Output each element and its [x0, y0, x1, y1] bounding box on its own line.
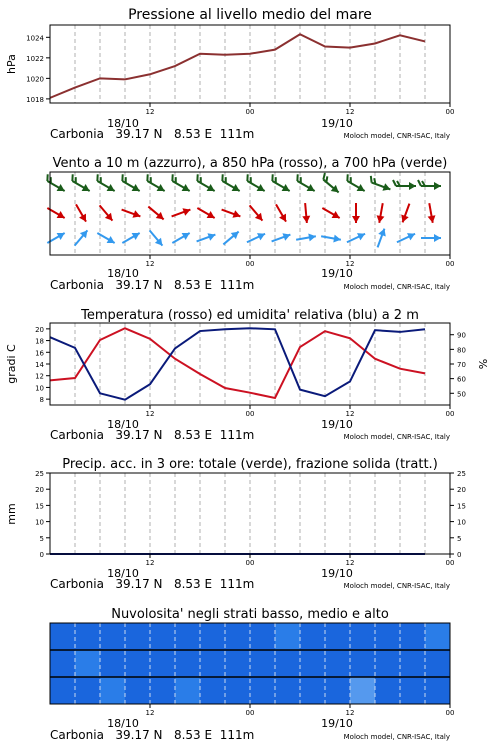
y-tick-label-3: 1024 — [26, 34, 44, 43]
wind-head — [407, 230, 417, 240]
wind-arrow-0-7 — [218, 174, 243, 194]
cloud-cell-1-6 — [200, 650, 225, 677]
y-tick-label-1: 10 — [35, 384, 44, 393]
y-tick-label-3: 15 — [35, 502, 44, 511]
wind-arrow-1-3 — [120, 206, 142, 220]
wind-arrow-1-13 — [375, 202, 386, 223]
wind-head — [132, 184, 142, 194]
wind-arrow-0-1 — [68, 174, 93, 194]
wind-arrow-0-14 — [393, 180, 416, 190]
y-tick-label-3: 15 — [457, 502, 466, 511]
wind-arrow-1-15 — [425, 202, 436, 223]
cloud-cell-0-15 — [425, 623, 450, 650]
y-tick-label-2: 70 — [457, 361, 466, 369]
wind-head — [207, 211, 217, 221]
wind-arrow-1-5 — [170, 206, 192, 220]
y-tick-label-2: 10 — [35, 518, 44, 527]
wind-arrow-1-0 — [45, 205, 66, 222]
precip-y-ticks — [35, 470, 50, 559]
cloud-cell-1-2 — [100, 650, 125, 677]
cloud-cell-0-11 — [325, 623, 350, 650]
wind-arrow-2-14 — [395, 230, 417, 246]
wind-head — [332, 211, 342, 221]
wind-head — [182, 230, 192, 240]
precip-date-2: 19/10 — [321, 567, 353, 580]
wind-arrow-2-0 — [45, 230, 66, 247]
wind-head — [207, 184, 217, 194]
wind-arrow-0-2 — [93, 174, 118, 194]
cloud-cell-0-2 — [100, 623, 125, 650]
wind-head — [232, 184, 242, 194]
cloud-cell-2-4 — [150, 677, 175, 704]
pressure-x-ticks — [146, 103, 455, 116]
cloud-cell-0-6 — [200, 623, 225, 650]
wind-arrow-2-10 — [295, 232, 316, 243]
x-tick-label-3: 00 — [445, 260, 455, 268]
wind-arrow-2-2 — [95, 230, 116, 247]
wind-arrows — [43, 173, 441, 249]
wind-arrow-0-15 — [418, 180, 441, 190]
wind-head — [132, 230, 142, 240]
wind-head — [382, 183, 391, 193]
y-tick-label-5: 18 — [35, 337, 44, 346]
y-tick-label-4: 90 — [457, 331, 466, 340]
wind-arrow-2-12 — [345, 230, 367, 246]
pressure-credit: Moloch model, CNR-ISAC, Italy — [343, 132, 450, 140]
pressure-location: Carbonia 39.17 N 8.53 E 111m — [50, 127, 255, 141]
cloud-cell-2-5 — [175, 677, 200, 704]
y-tick-label-1: 5 — [39, 534, 44, 543]
cloud-cell-1-14 — [400, 650, 425, 677]
wind-barb — [418, 180, 421, 186]
temperature-location: Carbonia 39.17 N 8.53 E 111m — [50, 428, 255, 442]
y-tick-label-4: 20 — [35, 486, 44, 495]
wind-date-1: 18/10 — [107, 267, 139, 280]
cloud-cell-0-10 — [300, 623, 325, 650]
cloud-cell-1-1 — [75, 650, 100, 677]
wind-head — [357, 230, 367, 240]
wind-arrow-0-6 — [193, 174, 218, 194]
cloud-cell-0-8 — [250, 623, 275, 650]
wind-credit: Moloch model, CNR-ISAC, Italy — [343, 283, 450, 291]
cloud-cell-1-0 — [50, 650, 75, 677]
cloud-cell-2-7 — [225, 677, 250, 704]
cloud-cells — [50, 623, 450, 704]
cloud-cell-0-12 — [350, 623, 375, 650]
precip-ylabel: mm — [5, 503, 18, 525]
wind-arrow-2-4 — [147, 228, 166, 248]
cloud-cell-2-15 — [425, 677, 450, 704]
y-tick-label-1: 1020 — [26, 75, 44, 84]
cloud-cell-1-9 — [275, 650, 300, 677]
wind-head — [307, 184, 317, 194]
precip-y-ticks-right — [450, 470, 466, 559]
wind-arrow-2-9 — [270, 231, 292, 245]
cloud-x-ticks — [146, 704, 455, 717]
pressure-panel — [5, 7, 454, 141]
y-tick-label-1: 60 — [457, 375, 466, 384]
wind-title: Vento a 10 m (azzurro), a 850 hPa (rosso), a 700 hPa (verde) — [52, 156, 448, 171]
precip-date-1: 18/10 — [107, 567, 139, 580]
temperature-y-ticks — [35, 326, 50, 404]
wind-arrow-0-5 — [168, 174, 193, 194]
x-tick-label-2: 12 — [345, 260, 355, 268]
cloud-cell-0-1 — [75, 623, 100, 650]
cloud-cell-2-1 — [75, 677, 100, 704]
y-tick-label-3: 80 — [457, 346, 466, 355]
wind-arrow-0-9 — [268, 174, 293, 194]
wind-date-2: 19/10 — [321, 267, 353, 280]
wind-head — [157, 184, 167, 194]
precip-frame — [50, 473, 450, 554]
y-tick-label-5: 25 — [457, 470, 466, 478]
wind-head — [378, 227, 388, 236]
wind-arrow-0-0 — [43, 174, 68, 194]
y-tick-label-1: 5 — [457, 534, 462, 543]
x-tick-label-1: 00 — [245, 410, 255, 418]
wind-head — [352, 216, 360, 223]
wind-head — [232, 210, 241, 220]
cloud-cell-1-8 — [250, 650, 275, 677]
wind-arrow-1-11 — [320, 205, 341, 222]
wind-barb — [369, 176, 374, 183]
wind-head — [279, 214, 289, 224]
wind-arrow-2-6 — [195, 231, 217, 245]
wind-arrow-2-8 — [245, 230, 267, 246]
precip-credit: Moloch model, CNR-ISAC, Italy — [343, 582, 450, 590]
cloud-cell-1-12 — [350, 650, 375, 677]
wind-arrow-2-5 — [170, 230, 191, 247]
y-tick-label-0: 50 — [457, 390, 466, 399]
temperature-date-2: 19/10 — [321, 418, 353, 431]
wind-head — [82, 184, 92, 194]
cloud-cell-0-4 — [150, 623, 175, 650]
wind-head — [434, 182, 441, 190]
cloud-cell-2-13 — [375, 677, 400, 704]
cloud-cell-1-3 — [125, 650, 150, 677]
x-tick-label-0: 12 — [145, 108, 155, 116]
temperature-ylabel: gradi C — [5, 344, 18, 384]
y-tick-label-6: 20 — [35, 325, 44, 334]
temperature-credit: Moloch model, CNR-ISAC, Italy — [343, 433, 450, 441]
wind-head — [357, 184, 367, 194]
temperature-x-ticks — [146, 405, 455, 418]
cloud-date-2: 19/10 — [321, 717, 353, 730]
cloud-cell-2-3 — [125, 677, 150, 704]
wind-head — [434, 234, 441, 242]
cloud-cell-0-5 — [175, 623, 200, 650]
wind-head — [57, 184, 67, 194]
cloud-cell-1-15 — [425, 650, 450, 677]
cloud-cell-1-5 — [175, 650, 200, 677]
wind-head — [57, 211, 67, 221]
x-tick-label-0: 12 — [145, 260, 155, 268]
wind-arrow-2-3 — [120, 230, 141, 247]
wind-arrow-2-1 — [72, 228, 91, 248]
cloud-cell-0-14 — [400, 623, 425, 650]
wind-arrow-2-13 — [374, 227, 388, 249]
cloud-cell-2-11 — [325, 677, 350, 704]
wind-head — [207, 231, 216, 241]
wind-arrow-1-9 — [273, 202, 290, 223]
precip-title: Precip. acc. in 3 ore: totale (verde), frazione solida (tratt.) — [62, 457, 438, 472]
y-tick-label-0: 8 — [39, 396, 44, 405]
y-tick-label-4: 16 — [35, 349, 44, 358]
cloud-cell-2-0 — [50, 677, 75, 704]
cloud-cell-1-4 — [150, 650, 175, 677]
wind-arrow-2-7 — [221, 229, 241, 248]
y-tick-label-3: 14 — [35, 361, 44, 369]
precip-location: Carbonia 39.17 N 8.53 E 111m — [50, 577, 255, 591]
x-tick-label-0: 12 — [145, 410, 155, 418]
x-tick-label-1: 00 — [245, 709, 255, 717]
cloud-cell-2-14 — [400, 677, 425, 704]
cloud-cell-2-12 — [350, 677, 375, 704]
wind-head — [257, 184, 267, 194]
wind-arrow-0-11 — [318, 173, 342, 195]
pressure-series — [50, 34, 425, 98]
cloud-cell-1-10 — [300, 650, 325, 677]
x-tick-label-0: 12 — [145, 559, 155, 567]
x-tick-label-1: 00 — [245, 260, 255, 268]
x-tick-label-2: 12 — [345, 410, 355, 418]
wind-head — [107, 236, 117, 246]
temperature-line — [50, 328, 425, 398]
pressure-line — [50, 34, 425, 98]
y-tick-label-0: 0 — [457, 551, 462, 559]
wind-arrow-0-8 — [243, 174, 268, 194]
cloud-cell-2-2 — [100, 677, 125, 704]
y-tick-label-4: 20 — [457, 486, 466, 495]
cloud-cell-0-13 — [375, 623, 400, 650]
wind-panel — [43, 156, 455, 292]
wind-head — [79, 214, 89, 224]
cloud-cell-2-10 — [300, 677, 325, 704]
wind-arrow-2-11 — [320, 232, 341, 243]
cloud-cell-1-7 — [225, 650, 250, 677]
temperature-date-1: 18/10 — [107, 418, 139, 431]
cloud-cell-2-8 — [250, 677, 275, 704]
x-tick-label-0: 12 — [145, 709, 155, 717]
precip-panel — [5, 457, 466, 591]
wind-arrow-0-10 — [293, 174, 318, 194]
temperature-panel — [5, 308, 490, 442]
wind-head — [409, 182, 416, 190]
wind-head — [282, 231, 291, 241]
y-tick-label-0: 0 — [39, 551, 44, 559]
x-tick-label-3: 00 — [445, 709, 455, 717]
cloud-date-1: 18/10 — [107, 717, 139, 730]
wind-barb — [393, 180, 396, 186]
wind-arrow-0-3 — [118, 174, 143, 194]
y-tick-label-2: 1022 — [26, 54, 44, 63]
cloud-cell-1-13 — [375, 650, 400, 677]
humidity-line — [50, 328, 425, 399]
pressure-date-2: 19/10 — [321, 117, 353, 130]
cloud-cell-2-6 — [200, 677, 225, 704]
x-tick-label-3: 00 — [445, 108, 455, 116]
pressure-ylabel: hPa — [5, 54, 18, 74]
cloud-title: Nuvolosita' negli strati basso, medio e alto — [111, 607, 389, 622]
wind-arrow-1-4 — [146, 204, 166, 223]
wind-head — [132, 210, 141, 220]
pressure-y-ticks — [26, 34, 50, 104]
x-tick-label-2: 12 — [345, 108, 355, 116]
wind-arrow-2-15 — [421, 234, 441, 242]
y-tick-label-2: 12 — [35, 372, 44, 381]
wind-arrow-0-12 — [343, 174, 368, 194]
pressure-date-1: 18/10 — [107, 117, 139, 130]
wind-arrow-0-13 — [367, 176, 392, 193]
pressure-grid — [75, 25, 425, 103]
cloud-cell-1-11 — [325, 650, 350, 677]
wind-arrow-1-14 — [399, 202, 413, 224]
wind-head — [182, 184, 192, 194]
wind-location: Carbonia 39.17 N 8.53 E 111m — [50, 278, 255, 292]
y-tick-label-0: 1018 — [26, 95, 44, 104]
wind-head — [257, 230, 267, 240]
wind-arrow-0-4 — [143, 174, 168, 194]
wind-head — [57, 230, 67, 240]
x-tick-label-2: 12 — [345, 559, 355, 567]
wind-arrow-1-2 — [97, 203, 116, 223]
cloud-cell-0-9 — [275, 623, 300, 650]
wind-head — [302, 216, 311, 224]
cloud-cell-0-7 — [225, 623, 250, 650]
humidity-ylabel: % — [477, 358, 490, 370]
precip-grid — [75, 473, 425, 554]
wind-arrow-1-6 — [195, 205, 216, 222]
wind-arrow-1-1 — [73, 202, 90, 223]
x-tick-label-1: 00 — [245, 108, 255, 116]
humidity-y-ticks — [450, 332, 466, 399]
precip-x-ticks — [146, 554, 455, 567]
x-tick-label-3: 00 — [445, 559, 455, 567]
wind-x-ticks — [146, 255, 455, 268]
temperature-title: Temperatura (rosso) ed umidita' relativa (blu) a 2 m — [81, 308, 419, 323]
pressure-title: Pressione al livello medio del mare — [128, 7, 372, 23]
wind-arrow-1-7 — [220, 206, 242, 220]
cloud-cell-0-3 — [125, 623, 150, 650]
cloud-panel — [50, 607, 454, 742]
cloud-credit: Moloch model, CNR-ISAC, Italy — [343, 733, 450, 741]
cloud-cell-0-0 — [50, 623, 75, 650]
wind-head — [282, 184, 292, 194]
wind-arrow-1-8 — [247, 203, 266, 223]
wind-head — [182, 206, 191, 216]
cloud-location: Carbonia 39.17 N 8.53 E 111m — [50, 728, 255, 742]
x-tick-label-3: 00 — [445, 410, 455, 418]
temperature-humidity-series — [50, 328, 425, 399]
wind-arrow-1-12 — [352, 203, 360, 223]
wind-arrow-1-10 — [301, 203, 311, 224]
wind-head — [107, 184, 117, 194]
y-tick-label-2: 10 — [457, 518, 466, 527]
y-tick-label-5: 25 — [35, 470, 44, 478]
x-tick-label-2: 12 — [345, 709, 355, 717]
x-tick-label-1: 00 — [245, 559, 255, 567]
cloud-cell-2-9 — [275, 677, 300, 704]
